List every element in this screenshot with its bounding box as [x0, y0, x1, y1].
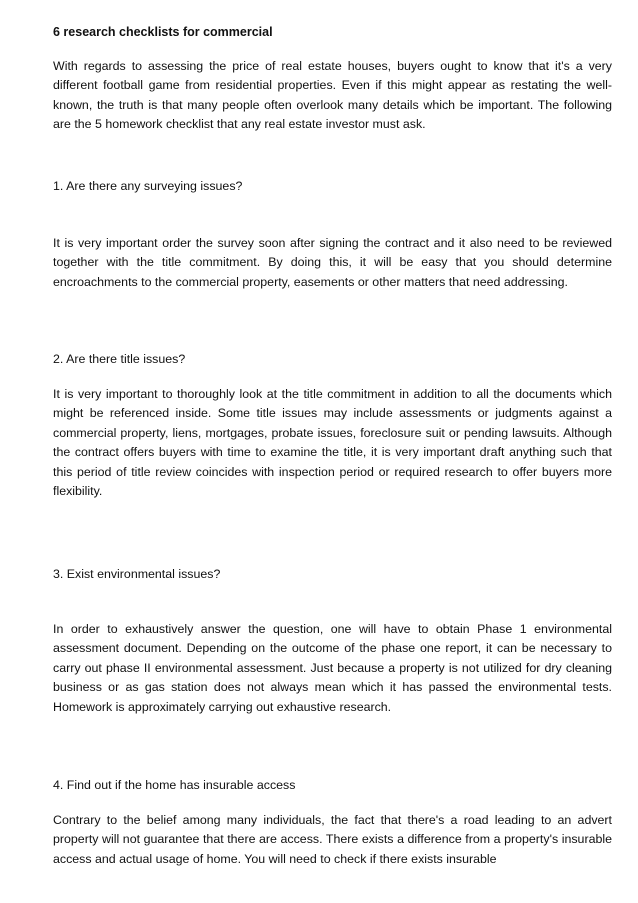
section-body-3: In order to exhaustively answer the question, one will have to obtain Phase 1 environmental assessment document. Depending on the outcome of the phase one report, it can be necessary to carry out phase II environmental assessment. Just because a property is not utilized for dry cleaning business or as gas station does not always mean which it has passed the environmental tests. Homework is approximately carrying out exhaustive research.	[53, 622, 612, 714]
section-heading-1: 1. Are there any surveying issues?	[53, 179, 243, 193]
section-body-1: It is very important order the survey soon after signing the contract and it also need to be reviewed together with the title commitment. By doing this, it will be easy that you should determine encroachments to the commercial property, easements or other matters that need addressing.	[53, 236, 612, 289]
section-body-2: It is very important to thoroughly look at the title commitment in addition to all the documents which might be referenced inside. Some title issues may include assessments or judgments against a commercial property, liens, mortgages, probate issues, foreclosure suit or pending lawsuits. Although the contract offers buyers with time to examine the title, it is very important draft anything such that this period of title review coincides with inspection period or required research to offer buyers more flexibility.	[53, 387, 612, 499]
section-heading-4: 4. Find out if the home has insurable access	[53, 778, 296, 792]
section-heading-3: 3. Exist environmental issues?	[53, 567, 221, 581]
document-title: 6 research checklists for commercial	[53, 25, 273, 39]
section-heading-2: 2. Are there title issues?	[53, 352, 186, 366]
intro-paragraph: With regards to assessing the price of real estate houses, buyers ought to know that it's a very different football game from residential properties. Even if this might appear as restating the well-known, the truth is that many people often overlook many details which be important. The following are the 5 homework checklist that any real estate investor must ask.	[53, 59, 612, 132]
section-body-4: Contrary to the belief among many individuals, the fact that there's a road leading to an advert property will not guarantee that there are access. There exists a difference from a property's insurable access and actual usage of home. You will need to check if there exists insurable	[53, 813, 612, 866]
